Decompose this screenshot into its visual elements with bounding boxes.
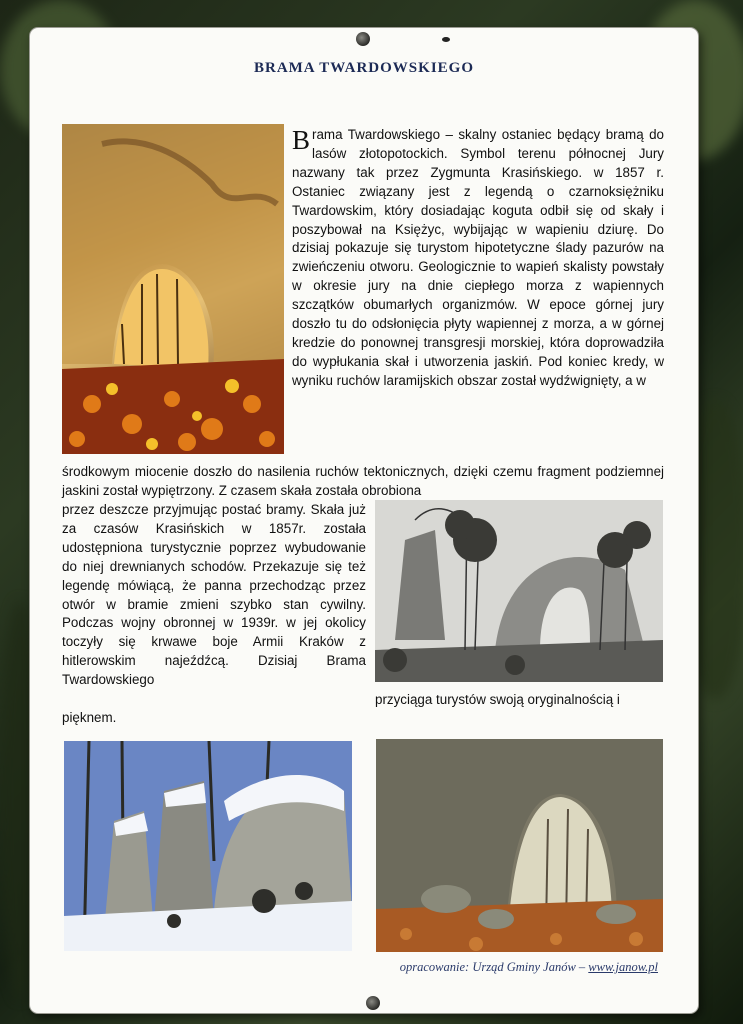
photo-winter-rocks	[64, 741, 352, 951]
sign-title: BRAMA TWARDOWSKIEGO	[253, 60, 474, 76]
winter-drawing	[64, 741, 352, 951]
text-full-width	[62, 463, 664, 501]
credit-prefix: opracowanie: Urząd Gminy Janów –	[399, 960, 589, 974]
text-top-body: rama Twardowskiego – skalny ostaniec będący bramą do lasów złotopotockich. Symbol terenu północnej Jury nazwany tak przez Zygmunta Krasińskiego. w 1857 r. Ostaniec związany jest z legendą o czarnoksiężniku Twardowskim, który dosiadając koguta odbił się od skały i poszybował na Księżyc, wybijając w wapieniu dziurę. Do dzisiaj pokazuje się turystom hipotetyczne ślady pazurów na zwieńczeniu otworu. Geologicznie to wapień skalisty powstały w okresie jury na dnie ciepłego morza z wapiennych szczątków obumarłych organizmów. W epoce górnej jury doszło tu do odsłonięcia płyty wapiennej z morza, a w górnej kredzie do ponownej transgresji morskiej, która doprowadziła do wypłukania skał i utworzenia jaskiń. Pod koniec kredy, w wyniku ruchów laramijskich obszar został wydźwignięty, a w	[292, 127, 664, 388]
text-top	[292, 126, 664, 391]
text-left	[62, 501, 366, 690]
dropcap: B	[292, 125, 311, 155]
text-right-tail	[375, 691, 667, 710]
credit-line	[400, 960, 658, 975]
text-last	[62, 709, 262, 728]
engraving-drawing	[375, 500, 663, 682]
photo-arch-leaves	[376, 739, 663, 952]
insect	[442, 37, 450, 42]
bottom-screw	[366, 996, 380, 1010]
text-last-body: pięknem.	[62, 710, 117, 725]
credit-link[interactable]: www.janow.pl	[588, 960, 658, 974]
information-board	[30, 28, 698, 1013]
photo-autumn-arch	[62, 124, 284, 454]
arch-leaves-drawing	[376, 739, 663, 952]
photo-engraving	[375, 500, 663, 682]
text-left-body: przez deszcze przyjmując postać bramy. Skała już za czasów Krasińskich w 1857r. została udostępniona turystycznie poprzez wybudowanie do niej drewnianych schodów. Przekazuje się też legendę mówiącą, że panna przechodząc przez otwór w bramie zmieni szybko stan cywilny. Podczas wojny obronnej w 1939r. w jej okolicy toczyły się krwawe boje Armii Kraków z hitlerowskim najeźdźcą. Dzisiaj Brama Twardowskiego	[62, 502, 366, 688]
arch-drawing	[62, 124, 284, 454]
top-screw	[356, 32, 370, 46]
text-right-tail-body: przyciąga turystów swoją oryginalnością i	[375, 692, 620, 707]
text-full-width-body: środkowym miocenie doszło do nasilenia ruchów tektonicznych, dzięki czemu fragment podziemnej jaskini został wypiętrzony. Z czasem skała została obrobiona	[62, 464, 664, 498]
